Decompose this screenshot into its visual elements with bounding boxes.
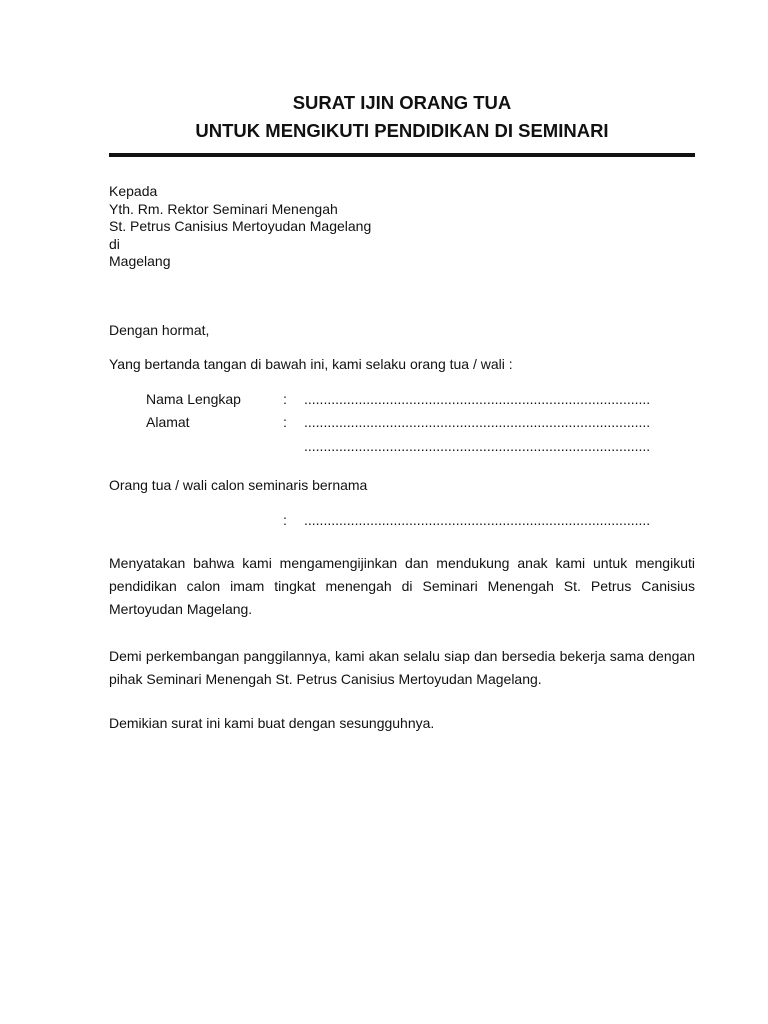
paragraph-consent: Menyatakan bahwa kami mengamengijinkan dan mendukung anak kami untuk mengikuti pendidikan calon imam tingkat menengah di Seminari Menengah St. Petrus Canisius Mertoyudan Magelang. bbox=[109, 555, 695, 617]
recipient-line: Yth. Rm. Rektor Seminari Menengah bbox=[109, 200, 338, 217]
recipient-line: Magelang bbox=[109, 253, 171, 269]
title-line-1: SURAT IJIN ORANG TUA bbox=[292, 92, 512, 113]
title-underline bbox=[109, 153, 695, 157]
greeting: Dengan hormat, bbox=[109, 322, 210, 338]
address-fill-line-2: ......................................................................................... bbox=[304, 438, 651, 454]
title-line-2: UNTUK MENGIKUTI PENDIDIKAN DI SEMINARI bbox=[195, 120, 609, 141]
recipient-line: St. Petrus Canisius Mertoyudan Magelang bbox=[109, 218, 372, 234]
address-colon: : bbox=[283, 414, 287, 430]
address-label: Alamat bbox=[146, 414, 190, 430]
recipient-line: Kepada bbox=[109, 183, 158, 199]
address-fill-line: ......................................................................................... bbox=[304, 414, 651, 430]
name-colon: : bbox=[283, 391, 287, 407]
intro-text: Yang bertanda tangan di bawah ini, kami selaku orang tua / wali : bbox=[109, 356, 513, 372]
closing-text: Demikian surat ini kami buat dengan sesungguhnya. bbox=[109, 715, 435, 731]
student-intro: Orang tua / wali calon seminaris bernama bbox=[109, 477, 368, 493]
paragraph-commitment: Demi perkembangan panggilannya, kami akan selalu siap dan bersedia bekerja sama dengan pihak Seminari Menengah St. Petrus Canisius Mertoyudan Magelang. bbox=[109, 648, 695, 687]
student-name-fill-line: ......................................................................................... bbox=[304, 512, 651, 528]
name-fill-line: ......................................................................................... bbox=[304, 391, 651, 407]
recipient-block bbox=[109, 183, 371, 271]
name-label: Nama Lengkap bbox=[146, 391, 241, 407]
student-colon: : bbox=[283, 512, 287, 528]
recipient-line: di bbox=[109, 235, 120, 252]
